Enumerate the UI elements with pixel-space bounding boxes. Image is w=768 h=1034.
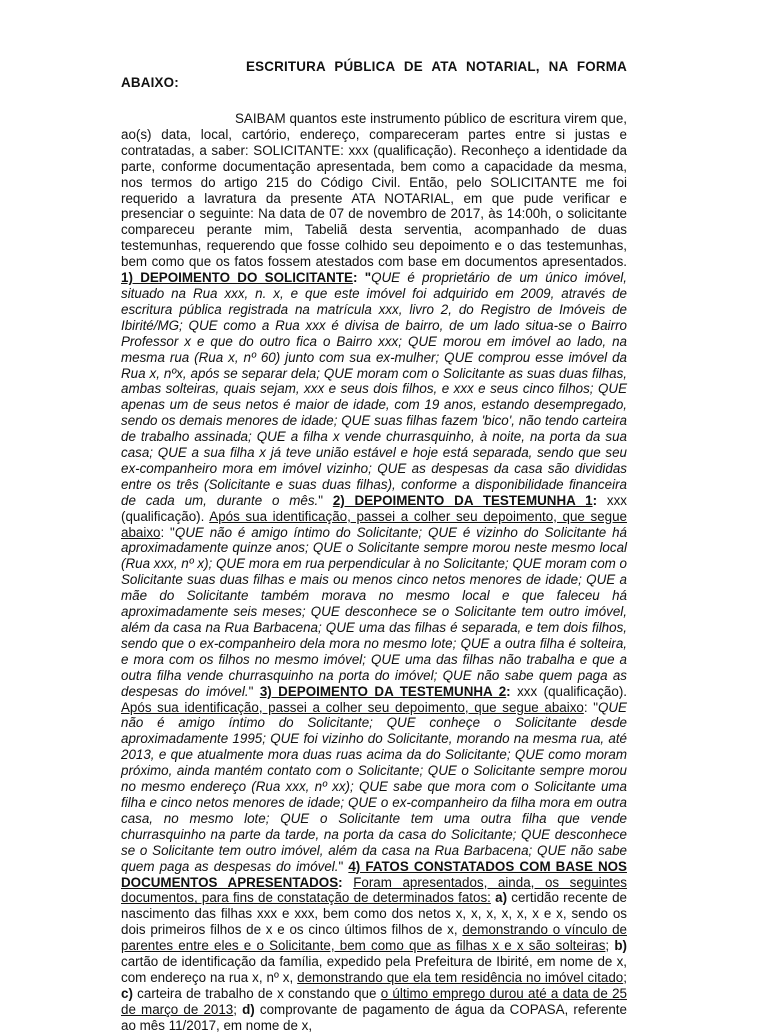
section-2-close: " bbox=[248, 683, 260, 699]
section-3-testimony: QUE não é amigo íntimo do Solicitante; QUE conheçe o Solicitante desde aproximadamente 1995; QUE foi vizinho do Solicitante, morando na mesma rua, até 2013, e que atualmente mora duas ruas acima da do Solicitante; QUE como moram próximo, ainda mantém contato com o Solicitante; QUE o Solicitante sempre morou no mesmo endereço (Rua xxx, nº xx); QUE sabe que mora com o Solicitante uma filha e cinco netos menores de idade; QUE o ex-companheiro da filha mora em outra casa, no mesmo lote; QUE o Solicitante tem uma outra filha que vende churrasquinho na parte da tarde, na porta da casa do Solicitante; QUE desconhece se o Solicitante tem outro imóvel, além da casa na Rua Barbacena; QUE não sabe quem paga as despesas do imóvel. bbox=[121, 699, 627, 874]
section-2-qualification: xxx (qualificação). bbox=[121, 492, 627, 524]
section-2-colon: : bbox=[592, 492, 607, 508]
section-3-intro: Após sua identificação, passei a colher seu depoimento, que segue abaixo bbox=[121, 699, 584, 715]
section-2-testimony: QUE não é amigo íntimo do Solicitante; QUE é vizinho do Solicitante há aproximadamente quinze anos; QUE o Solicitante sempre morou neste mesmo local (Rua xxx, nº x); QUE mora em rua perpendicular à no Solicitante; QUE moram com o Solicitante suas duas filhas e mais ou menos cinco netos menores de idade; QUE a mãe do Solicitante também morava no mesmo local e que faleceu há aproximadamente seis meses; QUE desconhece se o Solicitante tem outro imóvel, além da casa na Rua Barbacena; QUE uma das filhas é separada, e tem dois filhos, sendo que o ex-companheiro dela mora no mesmo lote; QUE a outra filha é solteira, e mora com os filhos no mesmo imóvel; QUE uma das filhas não trabalha e que a outra filha vende churrasquinho na porta do imóvel; QUE não sabe quem paga as despesas do imóvel. bbox=[121, 524, 627, 699]
item-c-underlined: o último emprego durou até a data de 25 de março de 2013 bbox=[121, 985, 627, 1017]
item-c-end: ; bbox=[233, 1001, 243, 1017]
section-1-close: " bbox=[318, 492, 333, 508]
section-2-intro-colon: : " bbox=[160, 524, 175, 540]
section-2-heading: 2) DEPOIMENTO DA TESTEMUNHA 1 bbox=[332, 492, 593, 508]
item-a-text: certidão recente de nascimento das filhas xxx e xxx, bem como dos netos x, x, x, x, x, x e x, sendo os dois primeiros filhos de x e os cinco últimos filhos de x, bbox=[121, 890, 627, 938]
item-d-text: comprovante de pagamento de água da COPASA, referente ao mês 11/2017, em nome de x, bbox=[121, 1001, 627, 1033]
section-4-colon: : bbox=[338, 874, 354, 890]
section-1-testimony: QUE é proprietário de um único imóvel, situado na Rua xxx, n. x, e que este imóvel foi adquirido em 2009, através de escritura pública registrada na matrícula xxx, livro 2, do Registro de Imóveis de Ibirité/MG; QUE como a Rua xxx é divisa de bairro, de um lado situa-se o Bairro Professor x e que do outro fica o Bairro xxx; QUE morou em imóvel ao lado, na mesma rua (Rua x, nº 60) junto com sua ex-mulher; QUE comprou esse imóvel da Rua x, nºx, após se separar dela; QUE moram com o Solicitante as suas duas filhas, ambas solteiras, quais sejam, xxx e seus dois filhos, e xxx e seus cinco filhos; QUE apenas um de seus netos é maior de idade, com 19 anos, estando desempregado, sendo os demais menores de idade; QUE suas filhas fazem 'bico', não tendo carteira de trabalho assinada; QUE a filha x vende churrasquinho, à noite, na porta da sua casa; QUE a sua filha x já teve união estável e hoje está separada, sendo que seu ex-companheiro mora em imóvel vizinho; QUE as despesas da casa são divididas entre os três (Solicitante e suas duas filhas), conforme a disponibilidade financeira de cada um, durante o mês. bbox=[121, 270, 627, 508]
section-2-intro: Após sua identificação, passei a colher seu depoimento, que segue abaixo bbox=[121, 508, 628, 540]
intro-paragraph: SAIBAM quantos este instrumento público de escritura virem que, ao(s) data, local, cartório, endereço, compareceram partes entre si justas e contratadas, a saber: SOLICITANTE: xxx (qualificação). Reconheço a identidade da parte, conforme documentação apresentada, bem como a capacidade da mesma, nos termos do artigo 215 do Código Civil. Então, pelo SOLICITANTE me foi requerido a lavratura da presente ATA NOTARIAL, em que pude verificar e presenciar o seguinte: Na data de 07 de novembro de 2017, às 14:00h, o solicitante compareceu perante mim, Tabeliã desta serventia, acompanhado de duas testemunhas, requerendo que fosse colhido seu depoimento e o das testemunhas, bem como que os fatos fossem atestados com base em documentos apresentados. bbox=[121, 111, 627, 270]
item-a-underlined: demonstrando o vínculo de parentes entre eles e o Solicitante, bem como que as filhas x e x são solteiras bbox=[121, 922, 627, 954]
item-b-label: b) bbox=[614, 938, 627, 954]
section-3-colon: : bbox=[506, 683, 518, 699]
item-a-end: ; bbox=[605, 938, 615, 954]
section-4-intro: Foram apresentados, ainda, os seguintes documentos, para fins de constatação de determinados fatos: bbox=[121, 874, 627, 906]
section-1-colon: : " bbox=[352, 270, 372, 286]
section-3-heading: 3) DEPOIMENTO DA TESTEMUNHA 2 bbox=[259, 683, 507, 699]
title-line-1: ESCRITURA PÚBLICA DE ATA NOTARIAL, NA FORMA bbox=[246, 59, 627, 74]
item-b-text: cartão de identificação da família, expedido pela Prefeitura de Ibirité, em nome de x, com endereço na rua x, nº x, bbox=[121, 954, 627, 985]
section-3-qualification: xxx (qualificação). bbox=[517, 683, 628, 699]
title-line-2: ABAIXO: bbox=[121, 75, 179, 90]
section-3-close: " bbox=[338, 858, 349, 874]
section-3-intro-colon: : " bbox=[583, 699, 598, 715]
section-4-heading: 4) FATOS CONSTATADOS COM BASE NOS DOCUMENTOS APRESENTADOS bbox=[121, 858, 627, 890]
document-body bbox=[121, 111, 627, 1034]
item-d-label: d) bbox=[242, 1001, 255, 1017]
item-c-text: carteira de trabalho de x constando que bbox=[132, 985, 381, 1001]
item-a-label: a) bbox=[495, 890, 508, 906]
document-title bbox=[121, 59, 627, 91]
item-b-end: ; bbox=[623, 969, 627, 985]
item-c-label: c) bbox=[121, 985, 133, 1001]
item-b-underlined: demonstrando que ela tem residência no imóvel citado bbox=[297, 969, 624, 985]
section-1-heading: 1) DEPOIMENTO DO SOLICITANTE bbox=[121, 270, 353, 286]
